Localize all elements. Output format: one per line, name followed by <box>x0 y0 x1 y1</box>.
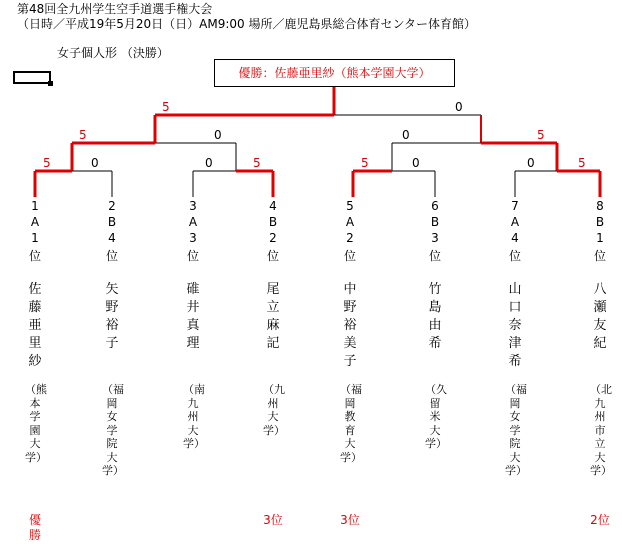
player-rank-suffix: 位 <box>343 249 356 263</box>
player-no: 5 <box>346 199 354 213</box>
player-result: 3位 <box>263 513 283 527</box>
player-name: 竹島由希 <box>428 282 442 351</box>
player-name: 佐藤亜里紗 <box>28 282 42 369</box>
player-school: （九州大学） <box>263 383 285 437</box>
player-rank: 3 <box>189 231 197 245</box>
player-group: B <box>430 215 440 229</box>
player-rank-suffix: 位 <box>186 249 199 263</box>
player-name: 碓井真理 <box>186 282 200 351</box>
player-name: 八瀬友紀 <box>593 282 607 351</box>
player-rank-suffix: 位 <box>593 249 606 263</box>
player-rank: 1 <box>31 231 39 245</box>
event-name: 女子個人形 （決勝） <box>57 46 169 60</box>
player-group: B <box>107 215 117 229</box>
player-no: 7 <box>511 199 519 213</box>
player-group: A <box>188 215 198 229</box>
score-semi-right-right: 5 <box>537 128 545 142</box>
player-name: 中野裕美子 <box>343 282 357 369</box>
player-rank-suffix: 位 <box>428 249 441 263</box>
player-result: 優勝 <box>28 513 41 542</box>
player-no: 4 <box>269 199 277 213</box>
score-qf4-left: 0 <box>527 156 535 170</box>
score-qf1-right: 0 <box>91 156 99 170</box>
player-no: 8 <box>596 199 604 213</box>
player-school: （福岡女学院大学） <box>505 383 527 477</box>
score-qf3-right: 0 <box>412 156 420 170</box>
player-group: A <box>510 215 520 229</box>
player-no: 1 <box>31 199 39 213</box>
player-result: 3位 <box>340 513 360 527</box>
player-group: B <box>595 215 605 229</box>
player-rank-suffix: 位 <box>105 249 118 263</box>
player-group: A <box>345 215 355 229</box>
player-school: （北九州市立大学） <box>590 383 612 477</box>
score-semi-right-left: 0 <box>402 128 410 142</box>
player-rank-suffix: 位 <box>508 249 521 263</box>
event-info: （日時／平成19年5月20日（日）AM9:00 場所／鹿児島県総合体育センター体育館） <box>17 17 477 31</box>
player-result: 2位 <box>590 513 610 527</box>
player-group: A <box>30 215 40 229</box>
player-name: 尾立麻記 <box>266 282 280 351</box>
player-rank: 4 <box>511 231 519 245</box>
player-school: （福岡女学院大学） <box>102 383 124 477</box>
score-qf2-right: 5 <box>253 156 261 170</box>
player-rank-suffix: 位 <box>266 249 279 263</box>
player-rank: 3 <box>431 231 439 245</box>
player-no: 3 <box>189 199 197 213</box>
winner-box: 優勝：佐藤亜里紗（熊本学園大学） <box>214 59 455 87</box>
player-rank: 1 <box>596 231 604 245</box>
score-qf2-left: 0 <box>205 156 213 170</box>
score-semi-left-left: 5 <box>79 128 87 142</box>
player-rank: 4 <box>108 231 116 245</box>
player-no: 6 <box>431 199 439 213</box>
player-rank: 2 <box>346 231 354 245</box>
player-name: 矢野裕子 <box>105 282 119 351</box>
score-qf3-left: 5 <box>361 156 369 170</box>
player-school: （熊本学園大学） <box>25 383 47 464</box>
score-semi-left-right: 0 <box>214 128 222 142</box>
player-school: （久留米大学） <box>425 383 447 450</box>
player-no: 2 <box>108 199 116 213</box>
player-group: B <box>268 215 278 229</box>
player-school: （南九州大学） <box>183 383 205 450</box>
tournament-title: 第48回全九州学生空手道選手権大会 <box>17 2 213 16</box>
score-qf4-right: 5 <box>578 156 586 170</box>
player-school: （福岡教育大学） <box>340 383 362 464</box>
player-rank: 2 <box>269 231 277 245</box>
score-final-right: 0 <box>455 100 463 114</box>
player-rank-suffix: 位 <box>28 249 41 263</box>
score-final-left: 5 <box>162 100 170 114</box>
player-name: 山口奈津希 <box>508 282 522 369</box>
score-qf1-left: 5 <box>43 156 51 170</box>
